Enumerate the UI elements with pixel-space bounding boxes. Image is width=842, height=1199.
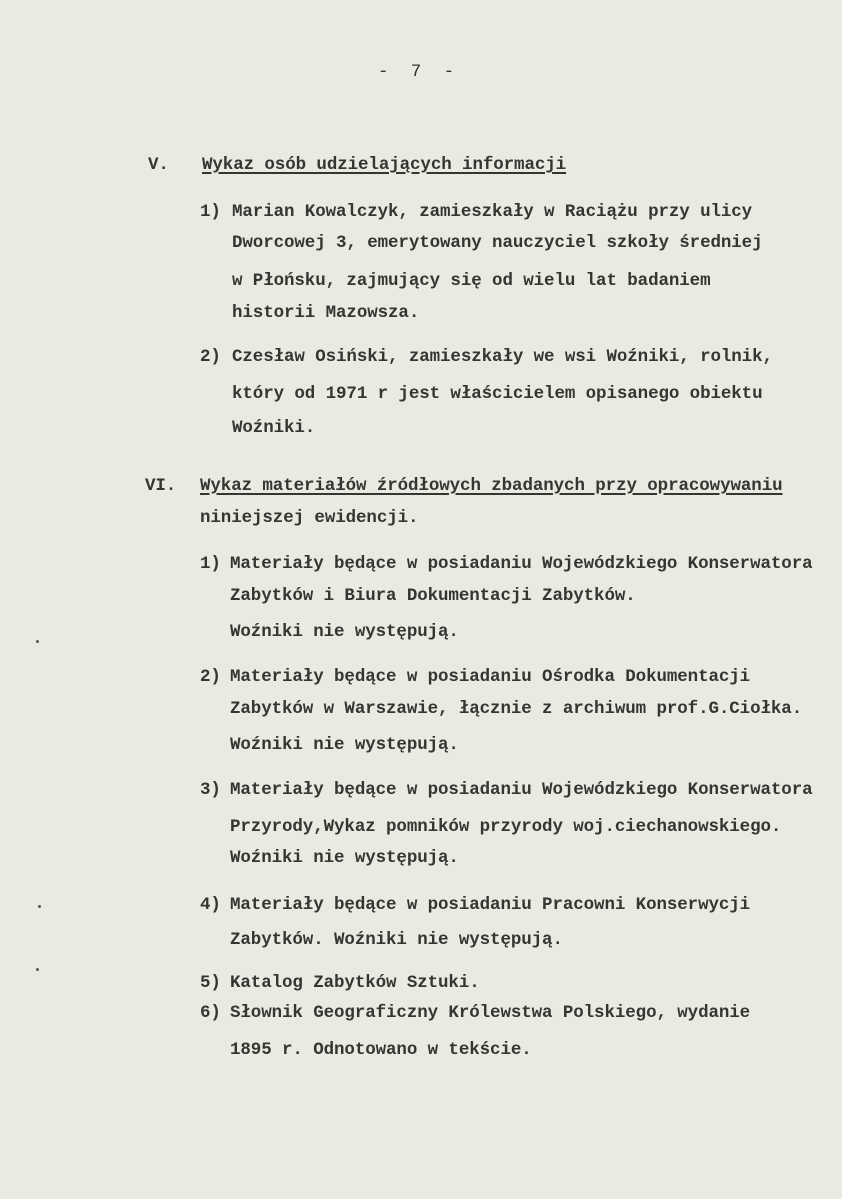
list-item-line: Woźniki nie występują.	[230, 848, 459, 868]
page-number: - 7 -	[378, 62, 455, 82]
list-item-number: 5)	[200, 973, 221, 993]
section-v-numeral: V.	[148, 155, 169, 175]
list-item-line: Materiały będące w posiadaniu Pracowni Konserwycji	[230, 895, 751, 915]
list-item-number: 2)	[200, 667, 221, 687]
list-item-line: Woźniki nie występują.	[230, 622, 459, 642]
list-item-line: Przyrody,Wykaz pomników przyrody woj.ciechanowskiego.	[230, 817, 782, 837]
list-item-line: Woźniki nie występują.	[230, 735, 459, 755]
section-vi-numeral: VI.	[145, 476, 177, 496]
list-item-line: Zabytków w Warszawie, łącznie z archiwum prof.G.Ciołka.	[230, 699, 803, 719]
list-item-number: 1)	[200, 554, 221, 574]
section-vi-heading-cont: niniejszej ewidencji.	[200, 508, 419, 528]
list-item-line: który od 1971 r jest właścicielem opisanego obiektu	[232, 384, 763, 404]
list-item-number: 2)	[200, 347, 221, 367]
list-item-line: Zabytków. Woźniki nie występują.	[230, 930, 563, 950]
list-item-line: Słownik Geograficzny Królewstwa Polskiego, wydanie	[230, 1003, 751, 1023]
list-item-line: w Płońsku, zajmujący się od wielu lat badaniem	[232, 271, 711, 291]
section-v-heading: Wykaz osób udzielających informacji	[202, 155, 567, 175]
section-vi-heading: Wykaz materiałów źródłowych zbadanych przy opracowywaniu	[200, 476, 783, 496]
list-item-line: Materiały będące w posiadaniu Wojewódzkiego Konserwatora	[230, 554, 813, 574]
list-item-line: Zabytków i Biura Dokumentacji Zabytków.	[230, 586, 636, 606]
list-item-line: 1895 r. Odnotowano w tekście.	[230, 1040, 532, 1060]
paper-speck	[36, 968, 39, 971]
list-item-line: Materiały będące w posiadaniu Wojewódzkiego Konserwatora	[230, 780, 813, 800]
list-item-number: 3)	[200, 780, 221, 800]
list-item-number: 1)	[200, 202, 221, 222]
list-item-number: 4)	[200, 895, 221, 915]
list-item-number: 6)	[200, 1003, 221, 1023]
list-item-line: Katalog Zabytków Sztuki.	[230, 973, 480, 993]
list-item-line: Czesław Osiński, zamieszkały we wsi Woźniki, rolnik,	[232, 347, 773, 367]
paper-speck	[38, 905, 41, 908]
list-item-line: Materiały będące w posiadaniu Ośrodka Dokumentacji	[230, 667, 751, 687]
list-item-line: Marian Kowalczyk, zamieszkały w Raciążu przy ulicy	[232, 202, 753, 222]
paper-speck	[36, 640, 39, 643]
list-item-line: Woźniki.	[232, 418, 316, 438]
list-item-line: historii Mazowsza.	[232, 303, 420, 323]
list-item-line: Dworcowej 3, emerytowany nauczyciel szkoły średniej	[232, 233, 763, 253]
